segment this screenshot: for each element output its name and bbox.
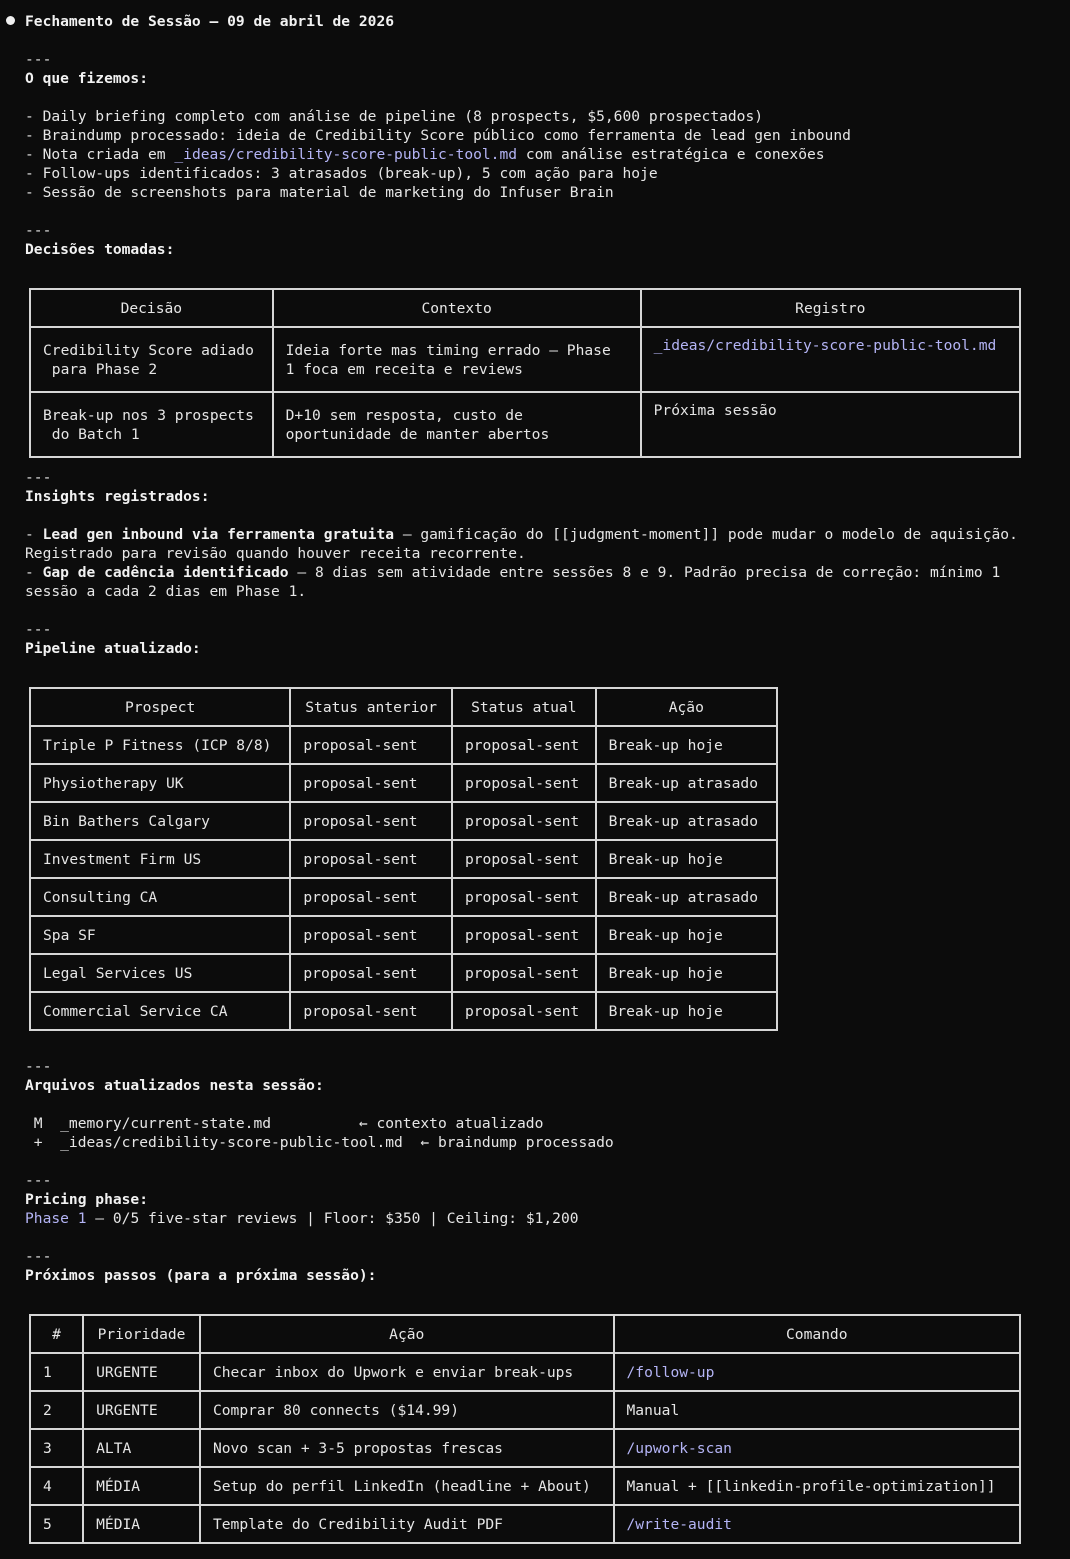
file-change-line: + _ideas/credibility-score-public-tool.md ← braindump processado [25,1134,614,1151]
table-cell: Setup do perfil LinkedIn (headline + About) [200,1467,614,1505]
status-bullet-icon [6,16,15,25]
table-cell: proposal-sent [290,726,452,764]
file-change-line: M _memory/current-state.md ← contexto atualizado [25,1115,544,1132]
section-heading-pipeline: Pipeline atualizado: [25,640,201,657]
separator: --- [25,51,52,68]
table-row [30,1467,1020,1505]
table-cell [614,1429,1020,1467]
file-link[interactable]: _ideas/credibility-score-public-tool.md [653,337,997,354]
table-cell: Break-up hoje [596,916,777,954]
table-row [30,954,777,992]
command-link[interactable]: /upwork-scan [626,1439,732,1457]
pricing-line: Phase 1 — 0/5 five-star reviews | Floor: $350 | Ceiling: $1,200 [25,1210,579,1227]
list-item: - Follow-ups identificados: 3 atrasados (break-up), 5 com ação para hoje [25,165,658,182]
table-header: Prioridade [83,1315,200,1353]
table-cell: Credibility Score adiado para Phase 2 [30,327,273,392]
table-header: Status anterior [290,688,452,726]
table-cell: MÉDIA [83,1505,200,1543]
table-cell: 4 [30,1467,83,1505]
table-cell: proposal-sent [290,954,452,992]
table-row [30,1429,1020,1467]
table-cell: Investment Firm US [30,840,290,878]
table-row [30,392,1020,457]
section-heading-pricing: Pricing phase: [25,1191,149,1208]
table-cell [614,1505,1020,1543]
table-cell: 3 [30,1429,83,1467]
table-row [30,916,777,954]
decisions-table [29,288,1021,458]
table-cell: Break-up hoje [596,954,777,992]
table-cell: URGENTE [83,1391,200,1429]
table-cell: Commercial Service CA [30,992,290,1030]
table-row [30,327,1020,392]
list-item-continuation: sessão a cada 2 dias em Phase 1. [25,583,307,600]
table-row [30,840,777,878]
section-heading-decisions: Decisões tomadas: [25,241,175,258]
table-cell: proposal-sent [290,764,452,802]
table-header: Decisão [30,289,273,327]
table-cell: D+10 sem resposta, custo de oportunidade de manter abertos [273,392,641,457]
list-item: - Braindump processado: ideia de Credibility Score público como ferramenta de lead gen inbound [25,127,851,144]
table-cell [641,327,1020,392]
table-row [30,726,777,764]
table-row [30,1391,1020,1429]
table-cell: proposal-sent [290,916,452,954]
table-cell: proposal-sent [452,916,596,954]
table-cell: Break-up hoje [596,726,777,764]
table-cell: proposal-sent [452,840,596,878]
phase-link[interactable]: Phase 1 [25,1210,87,1227]
table-cell: Break-up nos 3 prospects do Batch 1 [30,392,273,457]
table-row [30,878,777,916]
table-cell: Checar inbox do Upwork e enviar break-ups [200,1353,614,1391]
table-cell: Spa SF [30,916,290,954]
table-cell: Comprar 80 connects ($14.99) [200,1391,614,1429]
section-heading-files: Arquivos atualizados nesta sessão: [25,1077,324,1094]
table-header: Registro [641,289,1020,327]
table-header: Contexto [273,289,641,327]
list-item: - Lead gen inbound via ferramenta gratuita — gamificação do [[judgment-moment]] pode mudar o modelo de aquisição. [25,526,1018,543]
list-item: - Gap de cadência identificado — 8 dias sem atividade entre sessões 8 e 9. Padrão precisa de correção: mínimo 1 [25,564,1001,581]
table-cell: 2 [30,1391,83,1429]
table-cell: Novo scan + 3-5 propostas frescas [200,1429,614,1467]
table-cell: 1 [30,1353,83,1391]
list-item: - Sessão de screenshots para material de marketing do Infuser Brain [25,184,614,201]
table-cell: proposal-sent [452,954,596,992]
table-header: Ação [596,688,777,726]
section-heading-next-steps: Próximos passos (para a próxima sessão): [25,1267,377,1284]
table-cell: proposal-sent [452,878,596,916]
separator: --- [25,621,52,638]
table-header: Status atual [452,688,596,726]
list-item: - Nota criada em _ideas/credibility-score-public-tool.md com análise estratégica e conexões [25,146,825,163]
table-header: Prospect [30,688,290,726]
table-header: Comando [614,1315,1020,1353]
table-cell [614,1353,1020,1391]
separator: --- [25,1248,52,1265]
table-cell: proposal-sent [290,840,452,878]
table-cell: URGENTE [83,1353,200,1391]
command-link[interactable]: /write-audit [626,1515,732,1533]
list-item: - Daily briefing completo com análise de pipeline (8 prospects, $5,600 prospectados) [25,108,764,125]
session-title: Fechamento de Sessão — 09 de abril de 2026 [25,13,395,30]
command-link[interactable]: /follow-up [626,1363,715,1381]
table-header: # [30,1315,83,1353]
table-cell: Triple P Fitness (ICP 8/8) [30,726,290,764]
table-cell: Break-up hoje [596,992,777,1030]
table-cell: proposal-sent [290,878,452,916]
table-cell: Manual + [[linkedin-profile-optimization]] [614,1467,1020,1505]
table-row [30,802,777,840]
separator: --- [25,222,52,239]
table-cell: Physiotherapy UK [30,764,290,802]
table-cell: proposal-sent [452,992,596,1030]
table-cell: Template do Credibility Audit PDF [200,1505,614,1543]
section-heading-what-we-did: O que fizemos: [25,70,149,87]
table-cell: proposal-sent [290,992,452,1030]
table-row [30,992,777,1030]
table-cell: Break-up atrasado [596,764,777,802]
table-row [30,764,777,802]
section-heading-insights: Insights registrados: [25,488,210,505]
table-cell: proposal-sent [452,802,596,840]
separator: --- [25,1172,52,1189]
table-cell: Consulting CA [30,878,290,916]
table-header: Ação [200,1315,614,1353]
table-cell: Ideia forte mas timing errado — Phase 1 foca em receita e reviews [273,327,641,392]
table-cell: Break-up atrasado [596,802,777,840]
table-row [30,1505,1020,1543]
table-cell: MÉDIA [83,1467,200,1505]
table-cell: Legal Services US [30,954,290,992]
table-cell: Bin Bathers Calgary [30,802,290,840]
table-cell: Break-up hoje [596,840,777,878]
table-cell: proposal-sent [290,802,452,840]
table-cell: Próxima sessão [641,392,1020,457]
next-steps-table [29,1314,1021,1544]
table-cell: Break-up atrasado [596,878,777,916]
table-cell: 5 [30,1505,83,1543]
table-cell: proposal-sent [452,764,596,802]
separator: --- [25,469,52,486]
list-item-continuation: Registrado para revisão quando houver receita recorrente. [25,545,526,562]
file-link[interactable]: _ideas/credibility-score-public-tool.md [174,146,518,163]
separator: --- [25,1058,52,1075]
table-cell: proposal-sent [452,726,596,764]
table-cell: Manual [614,1391,1020,1429]
table-row [30,1353,1020,1391]
pipeline-table [29,687,778,1031]
table-cell: ALTA [83,1429,200,1467]
